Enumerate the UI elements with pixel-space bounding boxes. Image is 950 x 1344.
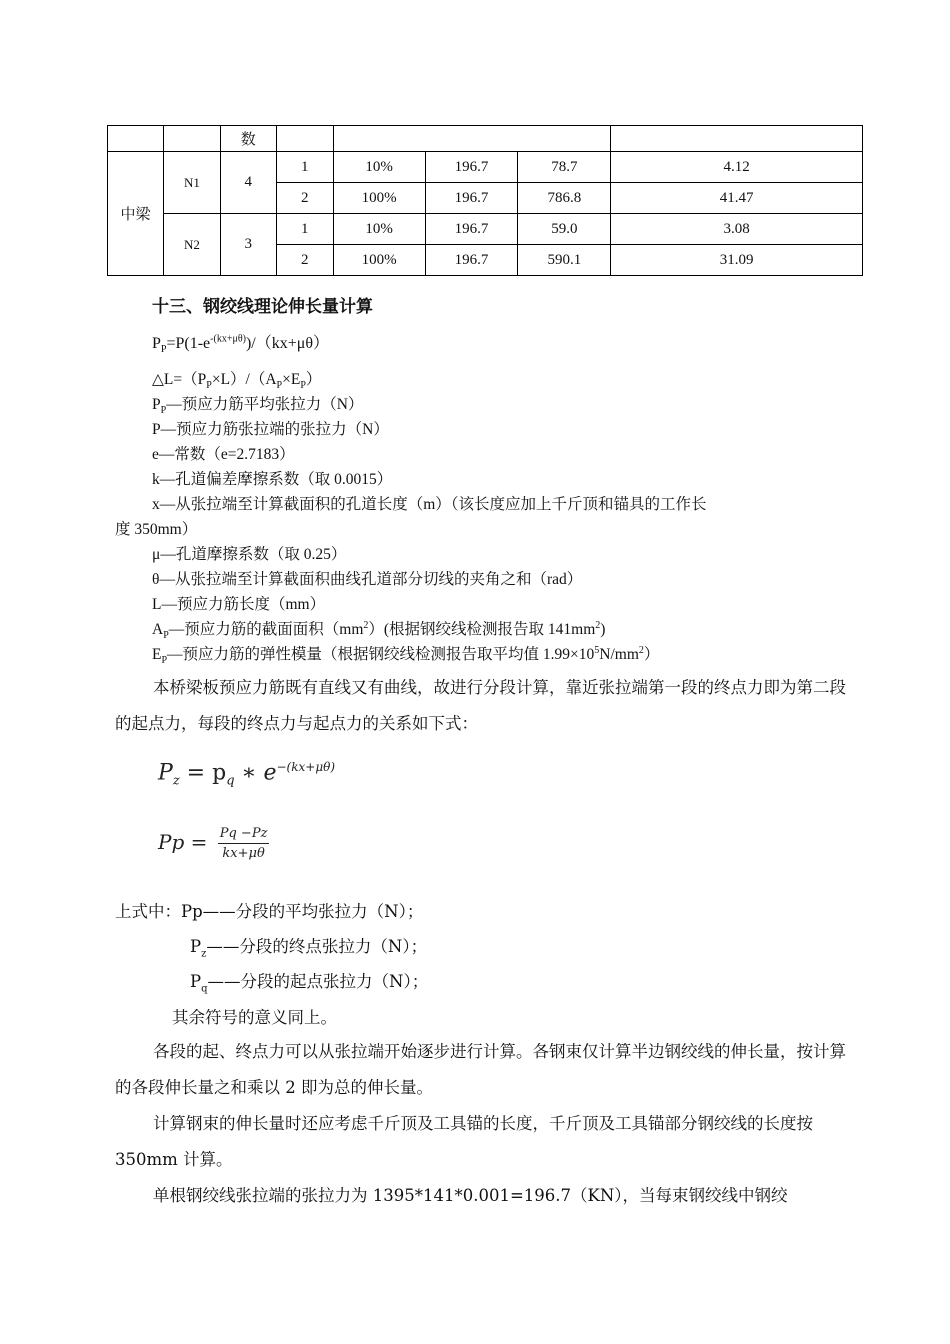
equation-pz: $P_z = p_q$ ∗ $e^{-(kx+\mu\theta)}$ (158, 760, 336, 789)
def-x-cont: 度 350mm） (115, 521, 198, 538)
equation-fraction: $\frac{Pq -Pz}{kx+\mu\theta}$ (219, 826, 268, 861)
total-cell: 78.7 (518, 152, 611, 183)
paragraph-jack-length: 计算钢束的伸长量时还应考虑千斤顶及工具锚的长度，千斤顶及工具锚部分钢绞线的长度按 350mm 计算。 (115, 1114, 813, 1169)
elong-cell: 31.09 (611, 245, 863, 276)
table-row (108, 152, 863, 183)
elong-cell: 3.08 (611, 214, 863, 245)
where-pz: $P_z——$分段的终点张拉力（N）； (190, 937, 428, 960)
force-cell: 196.7 (425, 214, 518, 245)
force-cell: 196.7 (425, 152, 518, 183)
table-cell: 数 (220, 126, 276, 152)
def-theta: θ—从张拉端至计算截面积曲线孔道部分切线的夹角之和（rad） (152, 571, 583, 588)
table-row (108, 214, 863, 245)
def-ep: $E_P—$预应力筋的弹性模量（根据钢绞线检测报告取平均值 $1.99\times 10^5N/mm^2$） (152, 644, 660, 667)
beam-cell: N2 (163, 214, 220, 276)
tension-table (107, 125, 863, 276)
percent-cell: 10% (333, 152, 425, 183)
where-intro: 上式中：Pp——分段的平均张拉力（N）； (115, 902, 424, 921)
elong-cell: 41.47 (611, 183, 863, 214)
percent-cell: 10% (333, 214, 425, 245)
table-cell (333, 126, 611, 152)
def-ap: $A_P—$预应力筋的截面面积$(mm^2)$(根据钢绞线检测报告取 $141mm^2$) (152, 619, 606, 642)
def-l: L—预应力筋长度（mm） (152, 596, 326, 613)
section-title: 十三、钢绞线理论伸长量计算 (152, 297, 373, 317)
stage-cell: 2 (276, 245, 333, 276)
paragraph-single-strand: 单根钢绞线张拉端的张拉力为 1395*141*0.001=196.7（KN），当每束钢绞线中钢绞 (153, 1186, 788, 1205)
equation-pp: Pp = $\frac{Pq -Pz}{kx+\mu\theta}$ (158, 826, 268, 861)
def-pp: $P_P—$预应力筋平均张拉力（N） (152, 396, 364, 417)
force-cell: 196.7 (425, 183, 518, 214)
where-pq: $P_q——$分段的起点张拉力（N）； (190, 972, 429, 995)
stage-cell: 1 (276, 214, 333, 245)
where-rest: 其余符号的意义同上。 (172, 1008, 337, 1027)
table-header-row (108, 126, 863, 152)
def-e: e—常数（e=2.7183） (152, 446, 295, 463)
formula-delta-l: $\triangle L=(P_P\times L)/(A_P\times E_P)$ (152, 371, 322, 392)
table-cell (276, 126, 333, 152)
group-cell: 中梁 (108, 152, 164, 276)
force-cell: 196.7 (425, 245, 518, 276)
stage-cell: 2 (276, 183, 333, 214)
table-cell (163, 126, 220, 152)
total-cell: 590.1 (518, 245, 611, 276)
percent-cell: 100% (333, 245, 425, 276)
def-k: k—孔道偏差摩擦系数（取 0.0015） (152, 471, 393, 488)
count-cell: 3 (220, 214, 276, 276)
elong-cell: 4.12 (611, 152, 863, 183)
beam-cell: N1 (163, 152, 220, 214)
formula-pp: $P_P=P(1-e^{-(kx+\mu\theta)})/(kx+\mu\theta)$ (152, 333, 329, 356)
def-mu: μ—孔道摩擦系数（取 0.25） (152, 546, 347, 563)
total-cell: 786.8 (518, 183, 611, 214)
paragraph-segmented-calc: 本桥梁板预应力筋既有直线又有曲线，故进行分段计算，靠近张拉端第一段的终点力即为第二段的起点力，每段的终点力与起点力的关系如下式： (115, 678, 846, 733)
paragraph-stepwise: 各段的起、终点力可以从张拉端开始逐步进行计算。各钢束仅计算半边钢绞线的伸长量，按计算的各段伸长量之和乘以 2 即为总的伸长量。 (115, 1042, 846, 1097)
def-x: x—从张拉端至计算截面积的孔道长度（m）（该长度应加上千斤顶和锚具的工作长 (152, 496, 707, 513)
stage-cell: 1 (276, 152, 333, 183)
table-cell (611, 126, 863, 152)
table-cell (108, 126, 164, 152)
percent-cell: 100% (333, 183, 425, 214)
def-p: P—预应力筋张拉端的张拉力（N） (152, 421, 389, 438)
count-cell: 4 (220, 152, 276, 214)
total-cell: 59.0 (518, 214, 611, 245)
